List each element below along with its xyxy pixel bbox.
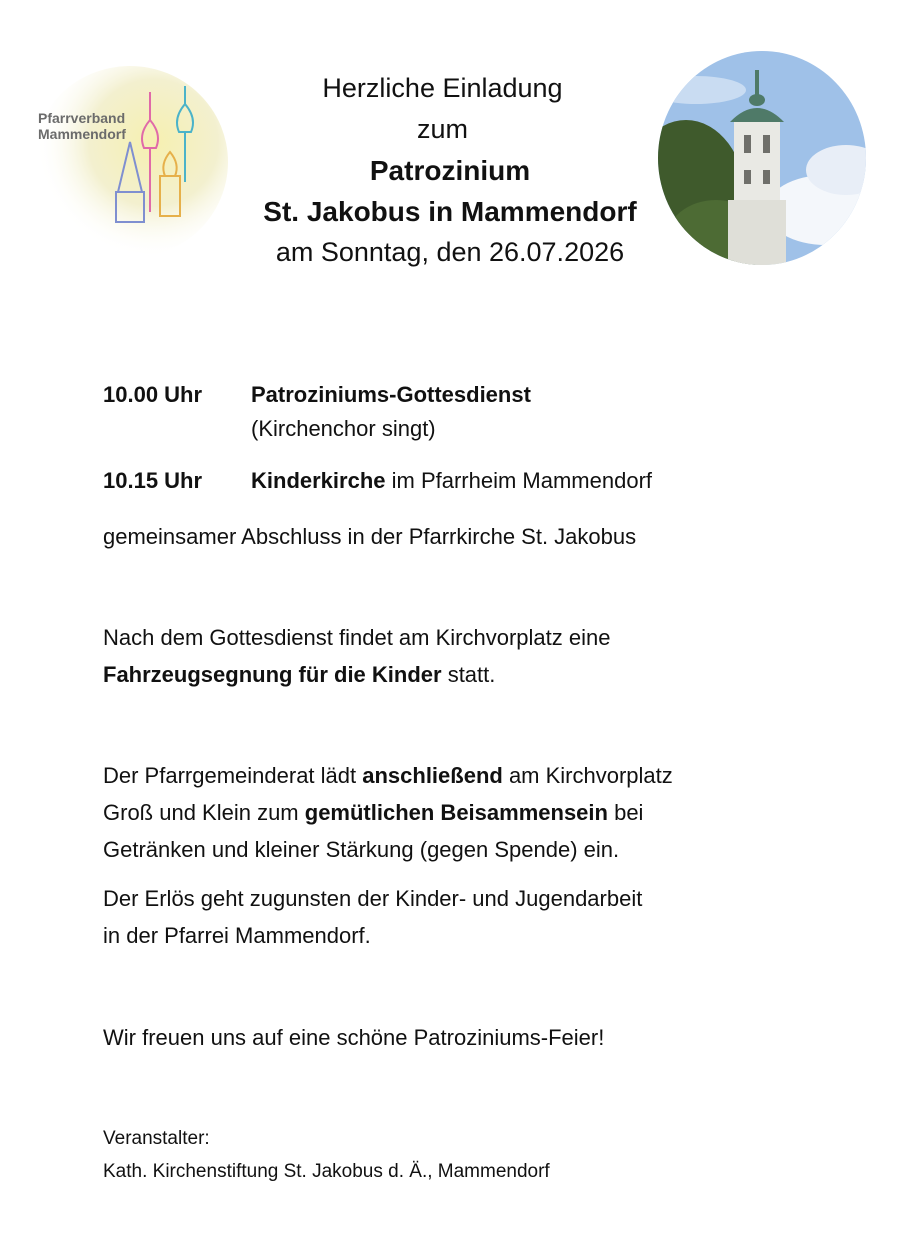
logo-text xyxy=(38,110,126,142)
logo-text-line1: Pfarrverband xyxy=(38,110,126,126)
gathering-paragraph xyxy=(103,757,673,868)
schedule-time: 10.00 Uhr xyxy=(103,382,203,407)
schedule-note: (Kirchenchor singt) xyxy=(251,416,436,441)
vehicle-blessing-paragraph xyxy=(103,619,610,693)
proceeds-line1: Der Erlös geht zugunsten der Kinder- und Jugendarbeit xyxy=(103,886,643,911)
schedule xyxy=(103,378,652,498)
schedule-rest: im Pfarrheim Mammendorf xyxy=(385,468,653,493)
schedule-title: Kinderkirche xyxy=(251,468,386,493)
gathering-text: am Kirchvorplatz xyxy=(502,763,673,788)
schedule-time: 10.15 Uhr xyxy=(103,468,203,493)
schedule-title: Patroziniums-Gottesdienst xyxy=(251,382,531,407)
church-tower-photo xyxy=(656,50,868,266)
logo-graphic xyxy=(30,62,235,262)
header-line-1: Herzliche Einladung xyxy=(322,73,563,103)
event-title: Patrozinium xyxy=(369,155,531,186)
vehicle-blessing-line1: Nach dem Gottesdienst findet am Kirchvorplatz eine xyxy=(103,625,611,650)
gathering-line2 xyxy=(103,794,673,831)
event-date: am Sonntag, den 26.07.2026 xyxy=(275,237,625,267)
gathering-line1 xyxy=(103,757,673,794)
logo-text-line2: Mammendorf xyxy=(38,126,126,142)
closing-line: gemeinsamer Abschluss in der Pfarrkirche St. Jakobus xyxy=(103,524,637,549)
vehicle-blessing-after: statt. xyxy=(441,662,496,687)
proceeds-line2: in der Pfarrei Mammendorf. xyxy=(103,923,371,948)
greeting: Wir freuen uns auf eine schöne Patroziniums-Feier! xyxy=(103,1025,605,1050)
gathering-bold: anschließend xyxy=(362,763,503,788)
invitation-header xyxy=(230,68,670,273)
proceeds-paragraph xyxy=(103,880,642,954)
vehicle-blessing-bold: Fahrzeugsegnung für die Kinder xyxy=(103,662,442,687)
header-line-2: zum xyxy=(416,114,468,144)
gathering-bold: gemütlichen Beisammensein xyxy=(304,800,608,825)
organizer-label: Veranstalter: xyxy=(103,1128,210,1149)
event-location-title: St. Jakobus in Mammendorf xyxy=(263,196,637,227)
schedule-desc xyxy=(251,378,531,412)
schedule-row-note xyxy=(103,412,652,446)
gathering-text: Groß und Klein zum xyxy=(103,800,305,825)
schedule-row xyxy=(103,464,652,498)
gathering-text: bei xyxy=(607,800,644,825)
gathering-line3: Getränken und kleiner Stärkung (gegen Spende) ein. xyxy=(103,837,620,862)
organizer-name: Kath. Kirchenstiftung St. Jakobus d. Ä., Mammendorf xyxy=(103,1161,550,1182)
vehicle-blessing-line2 xyxy=(103,656,610,693)
schedule-row xyxy=(103,378,652,412)
pfarrverband-logo xyxy=(30,62,235,262)
gathering-text: Der Pfarrgemeinderat lädt xyxy=(103,763,363,788)
organizer xyxy=(103,1122,550,1188)
schedule-desc xyxy=(251,464,652,498)
